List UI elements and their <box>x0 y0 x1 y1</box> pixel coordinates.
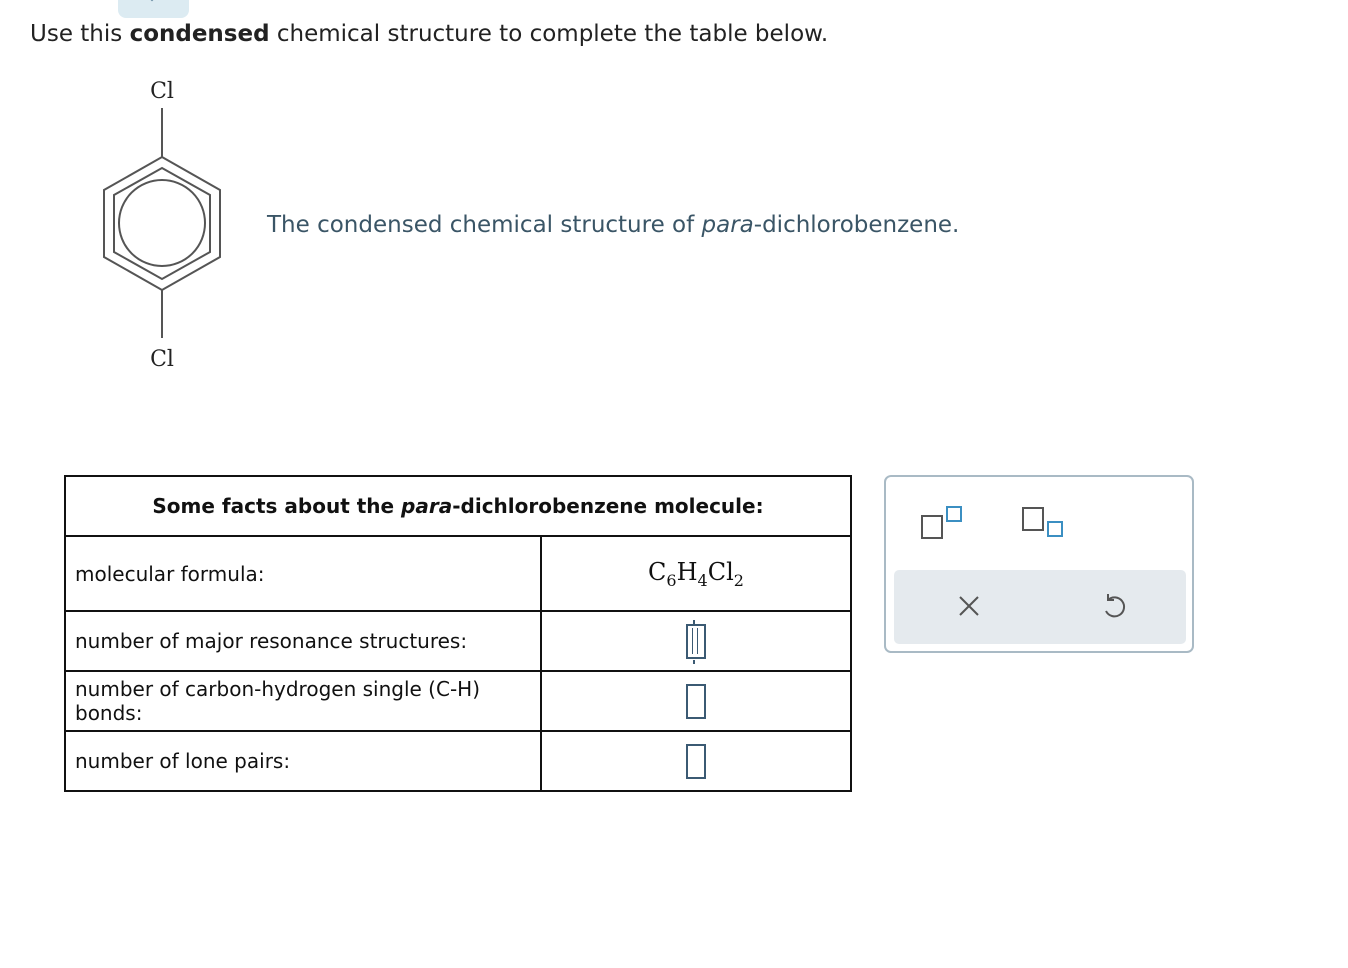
facts-table <box>64 475 852 792</box>
instruction-text: Use this condensed chemical structure to complete the table below. <box>30 21 829 47</box>
benzene-ring <box>104 157 220 290</box>
clear-icon[interactable] <box>955 592 983 620</box>
caption-italic: para <box>701 212 754 238</box>
structure-caption: The condensed chemical structure of para-dichlorobenzene. <box>267 212 960 238</box>
chevron-down-icon <box>147 0 157 2</box>
action-bar <box>894 570 1186 644</box>
subscript-icon[interactable] <box>1021 504 1067 542</box>
answer-toolbox <box>884 475 1194 653</box>
row-label-lone-pairs: number of lone pairs: <box>65 731 541 791</box>
formula: $C_6H_4Cl_2$ <box>648 557 744 590</box>
superscript-icon[interactable] <box>920 504 966 542</box>
resonance-structures-input[interactable] <box>686 624 706 659</box>
instruction-bold: condensed <box>129 21 270 47</box>
aromatic-circle <box>119 180 205 266</box>
collapse-tab[interactable] <box>118 0 189 18</box>
molecular-formula-value <box>541 536 851 611</box>
lone-pairs-cell <box>541 731 851 791</box>
resonance-structures-cell <box>541 611 851 671</box>
benzene-inner-ring <box>114 168 210 279</box>
bottom-chlorine-label: Cl <box>150 347 174 372</box>
ch-bonds-cell <box>541 671 851 731</box>
top-chlorine-label: Cl <box>150 79 174 104</box>
molecule-diagram <box>90 70 250 380</box>
row-label-molecular-formula: molecular formula: <box>65 536 541 611</box>
undo-icon[interactable] <box>1099 591 1129 621</box>
row-label-resonance-structures: number of major resonance structures: <box>65 611 541 671</box>
ch-bonds-input[interactable] <box>686 684 706 719</box>
table-header: Some facts about the para-dichlorobenzene molecule: <box>65 476 851 536</box>
row-label-ch-bonds: number of carbon-hydrogen single (C-H) bonds: <box>65 671 541 731</box>
header-italic: para <box>401 494 453 518</box>
lone-pairs-input[interactable] <box>686 744 706 779</box>
